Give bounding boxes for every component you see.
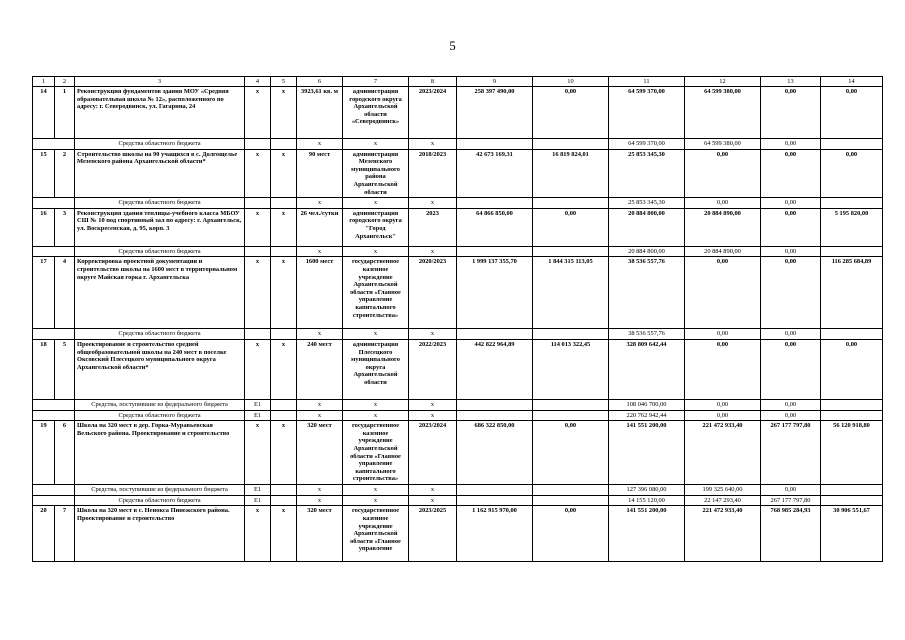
program-table (32, 76, 883, 562)
column-header: 13 (761, 77, 821, 87)
cell-c5: x (271, 421, 297, 485)
source-cell-c6: x (297, 495, 343, 506)
cell-c8: 2023/2024 (409, 421, 457, 485)
cell-c5: x (271, 339, 297, 399)
source-cell-name: Средства областного бюджета (75, 329, 245, 340)
source-cell-c6: x (297, 139, 343, 150)
cell-n1: 19 (33, 421, 55, 485)
cell-c9: 42 673 169,31 (457, 149, 533, 198)
empty-cell (533, 495, 609, 506)
column-header: 6 (297, 77, 343, 87)
funding-source-row (33, 246, 883, 257)
cell-c5: x (271, 149, 297, 198)
cell-n1: 18 (33, 339, 55, 399)
cell-c5: x (271, 257, 297, 329)
source-cell-c13: 0,00 (761, 485, 821, 496)
cell-c11: 141 551 200,00 (609, 506, 685, 562)
cell-c12: 64 599 380,00 (685, 87, 761, 139)
column-header: 8 (409, 77, 457, 87)
source-cell-c7: x (343, 246, 409, 257)
source-cell-c4: E1 (245, 495, 271, 506)
source-cell-c12: 22 147 293,40 (685, 495, 761, 506)
cell-c9: 1 999 137 355,70 (457, 257, 533, 329)
source-cell-c4 (245, 329, 271, 340)
empty-cell (821, 495, 883, 506)
source-cell-c7: x (343, 495, 409, 506)
empty-cell (457, 495, 533, 506)
cell-n2: 5 (55, 339, 75, 399)
empty-cell (821, 198, 883, 209)
column-number-row (33, 77, 883, 87)
funding-source-row (33, 410, 883, 421)
cell-name: Строительство школы на 90 учащихся в с. Долгощелье Мезенского района Архангельской области* (75, 149, 245, 198)
source-cell-c4 (245, 139, 271, 150)
cell-c12: 221 472 933,40 (685, 506, 761, 562)
funding-source-row (33, 399, 883, 410)
cell-c4: x (245, 257, 271, 329)
cell-c9: 686 322 850,00 (457, 421, 533, 485)
empty-cell (457, 246, 533, 257)
source-cell-c7: x (343, 399, 409, 410)
cell-c7: администрация Мезенского муниципального района Архангельской области (343, 149, 409, 198)
cell-c8: 2023/2025 (409, 506, 457, 562)
empty-cell (457, 198, 533, 209)
cell-c8: 2020/2023 (409, 257, 457, 329)
cell-c6: 320 мест (297, 421, 343, 485)
cell-c11: 328 809 642,44 (609, 339, 685, 399)
empty-cell (271, 139, 297, 150)
cell-c14: 56 120 918,80 (821, 421, 883, 485)
source-cell-c6: x (297, 485, 343, 496)
source-cell-c13: 0,00 (761, 399, 821, 410)
source-cell-c6: x (297, 399, 343, 410)
empty-cell (821, 399, 883, 410)
cell-c10: 0,00 (533, 506, 609, 562)
cell-c7: государственное казенное учреждение Архангельской области «Главное управление (343, 506, 409, 562)
source-cell-c13: 267 177 797,80 (761, 495, 821, 506)
source-cell-name: Средства, поступившие из федерального бюджета (75, 485, 245, 496)
empty-cell (533, 399, 609, 410)
cell-c10: 0,00 (533, 208, 609, 246)
empty-cell (33, 139, 75, 150)
page-number: 5 (449, 38, 456, 53)
cell-c7: государственное казенное учреждение Архангельской области «Главное управление капитального строительства» (343, 257, 409, 329)
cell-n2: 7 (55, 506, 75, 562)
source-cell-c6: x (297, 329, 343, 340)
column-header: 14 (821, 77, 883, 87)
source-cell-c12: 64 599 380,00 (685, 139, 761, 150)
empty-cell (457, 410, 533, 421)
source-cell-c12: 0,00 (685, 198, 761, 209)
project-row (33, 208, 883, 246)
cell-n1: 14 (33, 87, 55, 139)
source-cell-c11: 25 853 345,30 (609, 198, 685, 209)
column-header: 12 (685, 77, 761, 87)
cell-c6: 26 чел./сутки (297, 208, 343, 246)
source-cell-c13: 0,00 (761, 198, 821, 209)
column-header: 11 (609, 77, 685, 87)
cell-c10: 16 819 824,01 (533, 149, 609, 198)
source-cell-c13: 0,00 (761, 139, 821, 150)
source-cell-c8: x (409, 198, 457, 209)
cell-n1: 20 (33, 506, 55, 562)
cell-c10: 0,00 (533, 87, 609, 139)
cell-n1: 15 (33, 149, 55, 198)
cell-name: Школа на 320 мест в с. Ненокса Пинежского района. Проектирование и строительство (75, 506, 245, 562)
cell-c14: 0,00 (821, 149, 883, 198)
cell-c11: 20 884 800,00 (609, 208, 685, 246)
cell-c5: x (271, 208, 297, 246)
empty-cell (533, 410, 609, 421)
empty-cell (533, 329, 609, 340)
cell-c7: государственное казенное учреждение Архангельской области «Главное управление капитального строительства» (343, 421, 409, 485)
cell-c6: 3923,61 кв. м (297, 87, 343, 139)
empty-cell (457, 399, 533, 410)
cell-c12: 0,00 (685, 339, 761, 399)
empty-cell (271, 485, 297, 496)
source-cell-c4: E1 (245, 399, 271, 410)
source-cell-name: Средства, поступившие из федерального бюджета (75, 399, 245, 410)
cell-c4: x (245, 339, 271, 399)
funding-source-row (33, 495, 883, 506)
cell-n2: 3 (55, 208, 75, 246)
cell-c10: 1 844 315 113,05 (533, 257, 609, 329)
project-row (33, 149, 883, 198)
cell-c6: 90 мест (297, 149, 343, 198)
cell-c4: x (245, 421, 271, 485)
empty-cell (457, 329, 533, 340)
cell-c14: 116 285 684,89 (821, 257, 883, 329)
source-cell-c4 (245, 198, 271, 209)
project-row (33, 339, 883, 399)
source-cell-c12: 199 325 640,00 (685, 485, 761, 496)
column-header: 9 (457, 77, 533, 87)
cell-c11: 141 551 200,00 (609, 421, 685, 485)
cell-c13: 0,00 (761, 87, 821, 139)
source-cell-name: Средства областного бюджета (75, 246, 245, 257)
cell-c4: x (245, 506, 271, 562)
cell-c6: 320 мест (297, 506, 343, 562)
cell-c11: 64 599 370,00 (609, 87, 685, 139)
empty-cell (271, 495, 297, 506)
source-cell-c8: x (409, 246, 457, 257)
cell-c8: 2022/2023 (409, 339, 457, 399)
cell-c10: 0,00 (533, 421, 609, 485)
column-header: 10 (533, 77, 609, 87)
source-cell-c11: 38 536 557,76 (609, 329, 685, 340)
empty-cell (271, 246, 297, 257)
source-cell-name: Средства областного бюджета (75, 410, 245, 421)
cell-name: Школа на 320 мест в дер. Горка-Муравьевская Вельского района. Проектирование и строительство (75, 421, 245, 485)
cell-name: Корректировка проектной документации и строительство школы на 1600 мест в территориальном округе Майская горка г. Архангельска (75, 257, 245, 329)
funding-source-row (33, 329, 883, 340)
cell-c4: x (245, 208, 271, 246)
cell-c7: администрация Плесецкого муниципального округа Архангельской области (343, 339, 409, 399)
source-cell-c7: x (343, 329, 409, 340)
empty-cell (33, 485, 75, 496)
source-cell-c11: 14 155 120,00 (609, 495, 685, 506)
cell-c11: 38 536 557,76 (609, 257, 685, 329)
empty-cell (821, 246, 883, 257)
cell-c7: администрация городского округа "Город Архангельск" (343, 208, 409, 246)
source-cell-name: Средства областного бюджета (75, 495, 245, 506)
source-cell-c11: 220 762 942,44 (609, 410, 685, 421)
project-row (33, 257, 883, 329)
project-row (33, 506, 883, 562)
funding-source-row (33, 485, 883, 496)
source-cell-c7: x (343, 485, 409, 496)
empty-cell (271, 198, 297, 209)
cell-c14: 0,00 (821, 87, 883, 139)
source-cell-c11: 64 599 370,00 (609, 139, 685, 150)
empty-cell (33, 495, 75, 506)
cell-c13: 0,00 (761, 257, 821, 329)
cell-n1: 16 (33, 208, 55, 246)
column-header: 3 (75, 77, 245, 87)
source-cell-name: Средства областного бюджета (75, 139, 245, 150)
cell-c4: x (245, 149, 271, 198)
empty-cell (821, 410, 883, 421)
source-cell-c4 (245, 246, 271, 257)
cell-c6: 1600 мест (297, 257, 343, 329)
source-cell-c7: x (343, 139, 409, 150)
empty-cell (33, 246, 75, 257)
cell-c8: 2018/2023 (409, 149, 457, 198)
empty-cell (271, 329, 297, 340)
source-cell-c12: 0,00 (685, 399, 761, 410)
source-cell-c8: x (409, 485, 457, 496)
empty-cell (33, 329, 75, 340)
cell-c12: 0,00 (685, 149, 761, 198)
empty-cell (33, 410, 75, 421)
empty-cell (533, 246, 609, 257)
source-cell-c8: x (409, 139, 457, 150)
source-cell-c13: 0,00 (761, 246, 821, 257)
cell-c13: 0,00 (761, 149, 821, 198)
cell-c12: 221 472 933,40 (685, 421, 761, 485)
cell-c13: 0,00 (761, 339, 821, 399)
source-cell-c11: 20 884 800,00 (609, 246, 685, 257)
cell-c12: 20 884 890,00 (685, 208, 761, 246)
source-cell-c8: x (409, 399, 457, 410)
empty-cell (533, 139, 609, 150)
project-row (33, 421, 883, 485)
cell-c9: 442 822 964,89 (457, 339, 533, 399)
cell-n1: 17 (33, 257, 55, 329)
cell-c8: 2023/2024 (409, 87, 457, 139)
column-header: 5 (271, 77, 297, 87)
cell-c9: 1 162 915 970,00 (457, 506, 533, 562)
cell-c8: 2023 (409, 208, 457, 246)
empty-cell (533, 198, 609, 209)
empty-cell (33, 198, 75, 209)
source-cell-c6: x (297, 410, 343, 421)
cell-c7: администрация городского округа Архангельской области «Северодвинск» (343, 87, 409, 139)
project-row (33, 87, 883, 139)
empty-cell (457, 485, 533, 496)
source-cell-c11: 108 046 700,00 (609, 399, 685, 410)
cell-n2: 4 (55, 257, 75, 329)
column-header: 4 (245, 77, 271, 87)
source-cell-name: Средства областного бюджета (75, 198, 245, 209)
source-cell-c8: x (409, 329, 457, 340)
cell-c9: 64 866 850,00 (457, 208, 533, 246)
empty-cell (821, 139, 883, 150)
cell-c12: 0,00 (685, 257, 761, 329)
source-cell-c13: 0,00 (761, 329, 821, 340)
cell-n2: 2 (55, 149, 75, 198)
cell-c10: 114 013 322,45 (533, 339, 609, 399)
cell-name: Проектирование и строительство средней общеобразовательной школы на 240 мест в поселке Оксовский Плесецкого муниципального округа Архангельской области* (75, 339, 245, 399)
empty-cell (533, 485, 609, 496)
empty-cell (457, 139, 533, 150)
cell-n2: 6 (55, 421, 75, 485)
source-cell-c8: x (409, 410, 457, 421)
cell-c6: 240 мест (297, 339, 343, 399)
source-cell-c7: x (343, 410, 409, 421)
cell-c14: 30 906 551,67 (821, 506, 883, 562)
cell-c14: 0,00 (821, 339, 883, 399)
funding-source-row (33, 198, 883, 209)
empty-cell (821, 485, 883, 496)
source-cell-c4: E1 (245, 485, 271, 496)
cell-c14: 5 195 820,00 (821, 208, 883, 246)
cell-c13: 267 177 797,80 (761, 421, 821, 485)
cell-c5: x (271, 506, 297, 562)
cell-c13: 0,00 (761, 208, 821, 246)
cell-c4: x (245, 87, 271, 139)
cell-c5: x (271, 87, 297, 139)
cell-n2: 1 (55, 87, 75, 139)
source-cell-c6: x (297, 246, 343, 257)
cell-name: Реконструкция фундаментов здания МОУ «Средняя образовательная школа № 12», расположенного по адресу: г. Северодвинск, ул. Гагарина, 24 (75, 87, 245, 139)
source-cell-c12: 20 884 890,00 (685, 246, 761, 257)
cell-c11: 25 853 345,30 (609, 149, 685, 198)
source-cell-c8: x (409, 495, 457, 506)
empty-cell (271, 399, 297, 410)
empty-cell (271, 410, 297, 421)
source-cell-c7: x (343, 198, 409, 209)
source-cell-c6: x (297, 198, 343, 209)
column-header: 2 (55, 77, 75, 87)
source-cell-c13: 0,00 (761, 410, 821, 421)
empty-cell (821, 329, 883, 340)
empty-cell (33, 399, 75, 410)
column-header: 1 (33, 77, 55, 87)
source-cell-c11: 127 396 080,00 (609, 485, 685, 496)
source-cell-c12: 0,00 (685, 329, 761, 340)
column-header: 7 (343, 77, 409, 87)
source-cell-c12: 0,00 (685, 410, 761, 421)
cell-name: Реконструкция здания теплицы-учебного класса МБОУ СШ № 10 под спортивный зал по адресу: г. Архангельск, ул. Воскресенская, д. 95, корп. 3 (75, 208, 245, 246)
funding-source-row (33, 139, 883, 150)
cell-c9: 258 397 490,00 (457, 87, 533, 139)
source-cell-c4: E1 (245, 410, 271, 421)
cell-c13: 768 985 284,93 (761, 506, 821, 562)
